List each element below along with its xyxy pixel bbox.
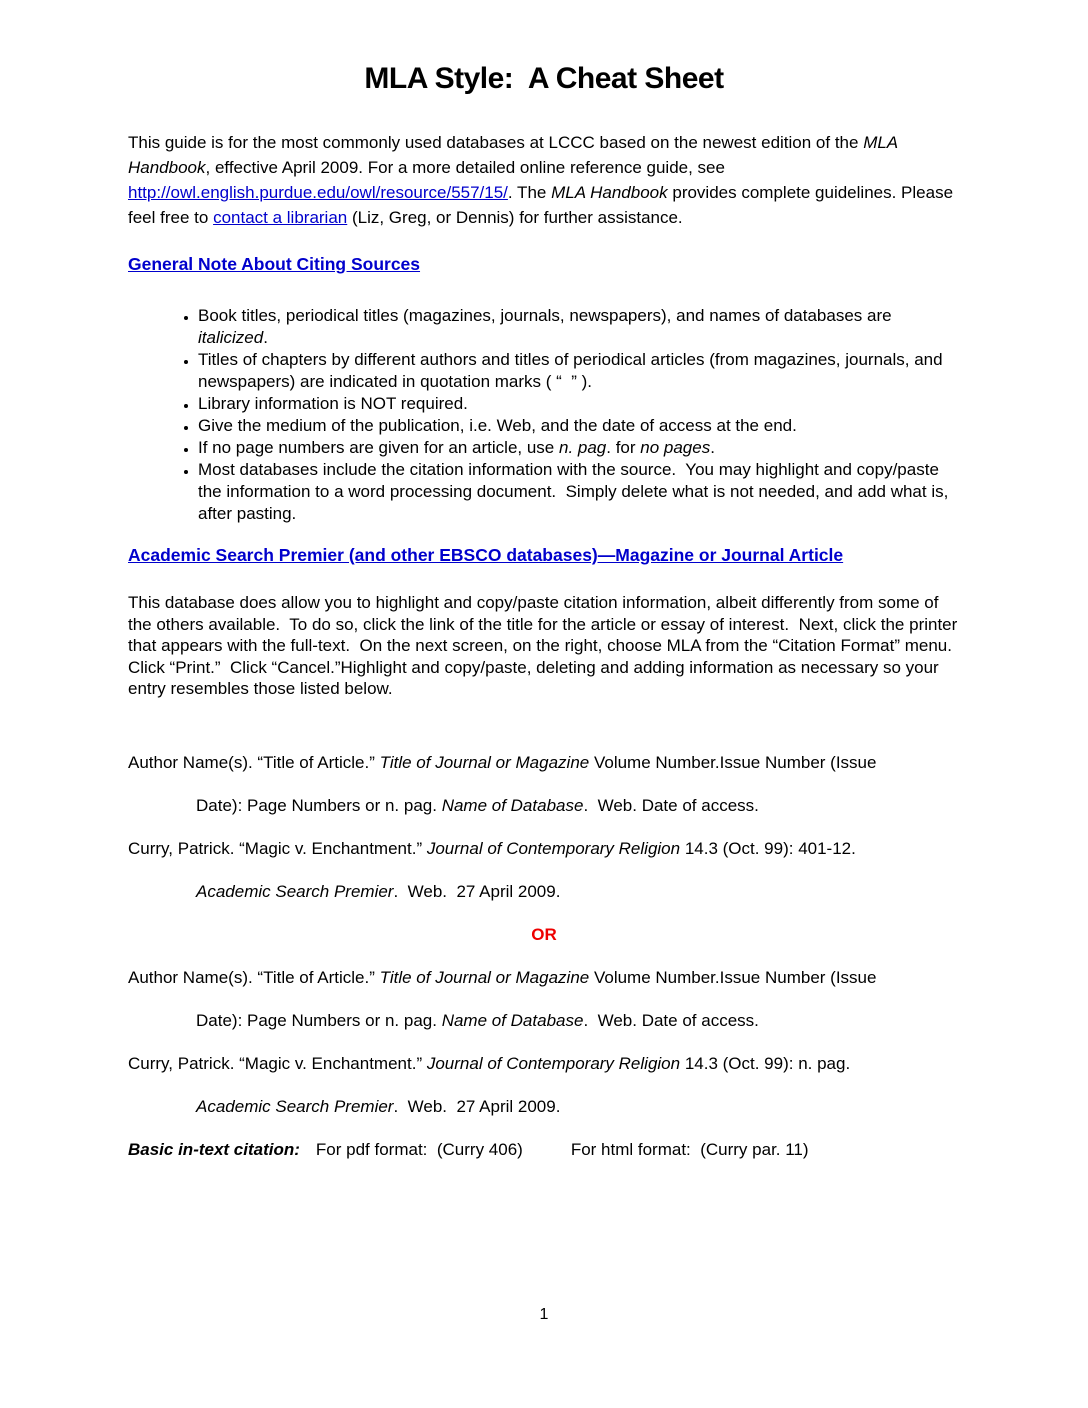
pdf-format-citation: For pdf format: (Curry 406)	[315, 1139, 523, 1159]
citation-italic: Name of Database	[441, 795, 584, 815]
heading-ebsco: Academic Search Premier (and other EBSCO databases)—Magazine or Journal Article	[128, 545, 844, 565]
bullet-item-copy-paste	[198, 459, 960, 525]
bullet-text: Titles of chapters by different authors and titles of periodical articles (from magazines, journals, and newspapers) are indicated in quotation marks ( “ ” ).	[198, 350, 948, 391]
or-divider: OR	[531, 924, 557, 944]
citation-italic: Academic Search Premier	[196, 1096, 394, 1116]
citation-template-line-2	[128, 793, 960, 818]
citation-text: 14.3 (Oct. 99): 401-12.	[680, 838, 856, 858]
citation-text: Curry, Patrick. “Magic v. Enchantment.”	[128, 1053, 427, 1073]
intro-italic-mla-handbook: MLA Handbook	[551, 183, 668, 202]
bullet-item-no-pages	[198, 437, 960, 459]
citation-italic: Name of Database	[441, 1010, 584, 1030]
bullet-text: If no page numbers are given for an article, use	[198, 438, 559, 457]
citation-italic: Journal of Contemporary Religion	[426, 838, 681, 858]
citation-italic: Title of Journal or Magazine	[379, 967, 590, 987]
bullet-list	[128, 305, 960, 525]
bullet-item-medium	[198, 415, 960, 437]
citation-text: Date): Page Numbers or n. pag.	[196, 795, 442, 815]
intro-text: (Liz, Greg, or Dennis) for further assistance.	[347, 208, 683, 227]
bullet-text: . for	[606, 438, 641, 457]
bullet-text: Give the medium of the publication, i.e. Web, and the date of access at the end.	[198, 416, 797, 435]
intro-text: . The	[507, 183, 552, 202]
citation-text: Date): Page Numbers or n. pag.	[196, 1010, 442, 1030]
citation-text: Volume Number.Issue Number (Issue	[589, 967, 877, 987]
citation-italic: Academic Search Premier	[196, 881, 394, 901]
basic-citation-label: Basic in-text citation:	[128, 1139, 300, 1159]
citation-text: Curry, Patrick. “Magic v. Enchantment.”	[128, 838, 427, 858]
bullet-italic: n. pag	[558, 438, 607, 457]
contact-librarian-link[interactable]: contact a librarian	[213, 208, 348, 227]
citation-example-line-1	[128, 836, 960, 861]
bullet-text: Book titles, periodical titles (magazines, journals, newspapers), and names of databases are	[198, 306, 897, 325]
bullet-text: Most databases include the citation information with the source. You may highlight and copy/paste the information to a word processing document. Simply delete what is not needed, and add what is, after pasting.	[198, 460, 954, 523]
citation-block-2	[128, 965, 960, 1119]
owl-purdue-link[interactable]: http://owl.english.purdue.edu/owl/resource/557/15/	[128, 183, 508, 202]
citation-text: 14.3 (Oct. 99): n. pag.	[680, 1053, 851, 1073]
bullet-text: .	[710, 438, 715, 457]
intro-text: , effective April 2009. For a more detailed online reference guide, see	[205, 158, 730, 177]
citation-text: . Web. 27 April 2009.	[393, 1096, 561, 1116]
citation-template-line-1	[128, 750, 960, 775]
citation-template-line-2	[128, 1008, 960, 1033]
bullet-italic: no pages	[640, 438, 711, 457]
citation-text: . Web. 27 April 2009.	[393, 881, 561, 901]
intro-paragraph	[128, 130, 960, 230]
citation-italic: Journal of Contemporary Religion	[426, 1053, 681, 1073]
citation-example-line-2	[128, 879, 960, 904]
intro-text: This guide is for the most commonly used databases at LCCC based on the newest edition of the	[128, 133, 864, 152]
citation-example-line-2	[128, 1094, 960, 1119]
intro-italic-mla-handbook: MLA Handbook	[128, 133, 903, 177]
bullet-item-italicized	[198, 305, 960, 349]
page-number: 1	[539, 1306, 549, 1323]
citation-example-line-1	[128, 1051, 960, 1076]
citation-text: Author Name(s). “Title of Article.”	[128, 967, 380, 987]
citation-template-line-1	[128, 965, 960, 990]
citation-block-1	[128, 750, 960, 904]
citation-text: . Web. Date of access.	[583, 1010, 759, 1030]
bullet-text: Library information is NOT required.	[198, 394, 468, 413]
page-title: MLA Style: A Cheat Sheet	[364, 62, 724, 95]
html-format-citation: For html format: (Curry par. 11)	[570, 1139, 809, 1159]
citation-text: Author Name(s). “Title of Article.”	[128, 752, 380, 772]
bullet-text: .	[263, 328, 268, 347]
bullet-item-quotation-marks	[198, 349, 960, 393]
citation-text: . Web. Date of access.	[583, 795, 759, 815]
bullet-item-library-info	[198, 393, 960, 415]
heading-general-note: General Note About Citing Sources	[128, 254, 421, 274]
bullet-italic: italicized	[198, 328, 264, 347]
basic-citation-line	[128, 1137, 960, 1162]
citation-text: Volume Number.Issue Number (Issue	[589, 752, 877, 772]
citation-italic: Title of Journal or Magazine	[379, 752, 590, 772]
instructions-paragraph: This database does allow you to highlight and copy/paste citation information, albeit differently from some of the others available. To do so, click the link of the title for the article or essay of interest. Next, click the printer that appears with the full-text. On the next screen, on the right, choose MLA from the “Citation Format” menu. Click “Print.” Click “Cancel.”Highlight and copy/paste, deleting and adding information as necessary so your entry resembles those listed below.	[128, 593, 963, 698]
intro-text: provides complete guidelines. Please feel free to	[128, 183, 958, 227]
